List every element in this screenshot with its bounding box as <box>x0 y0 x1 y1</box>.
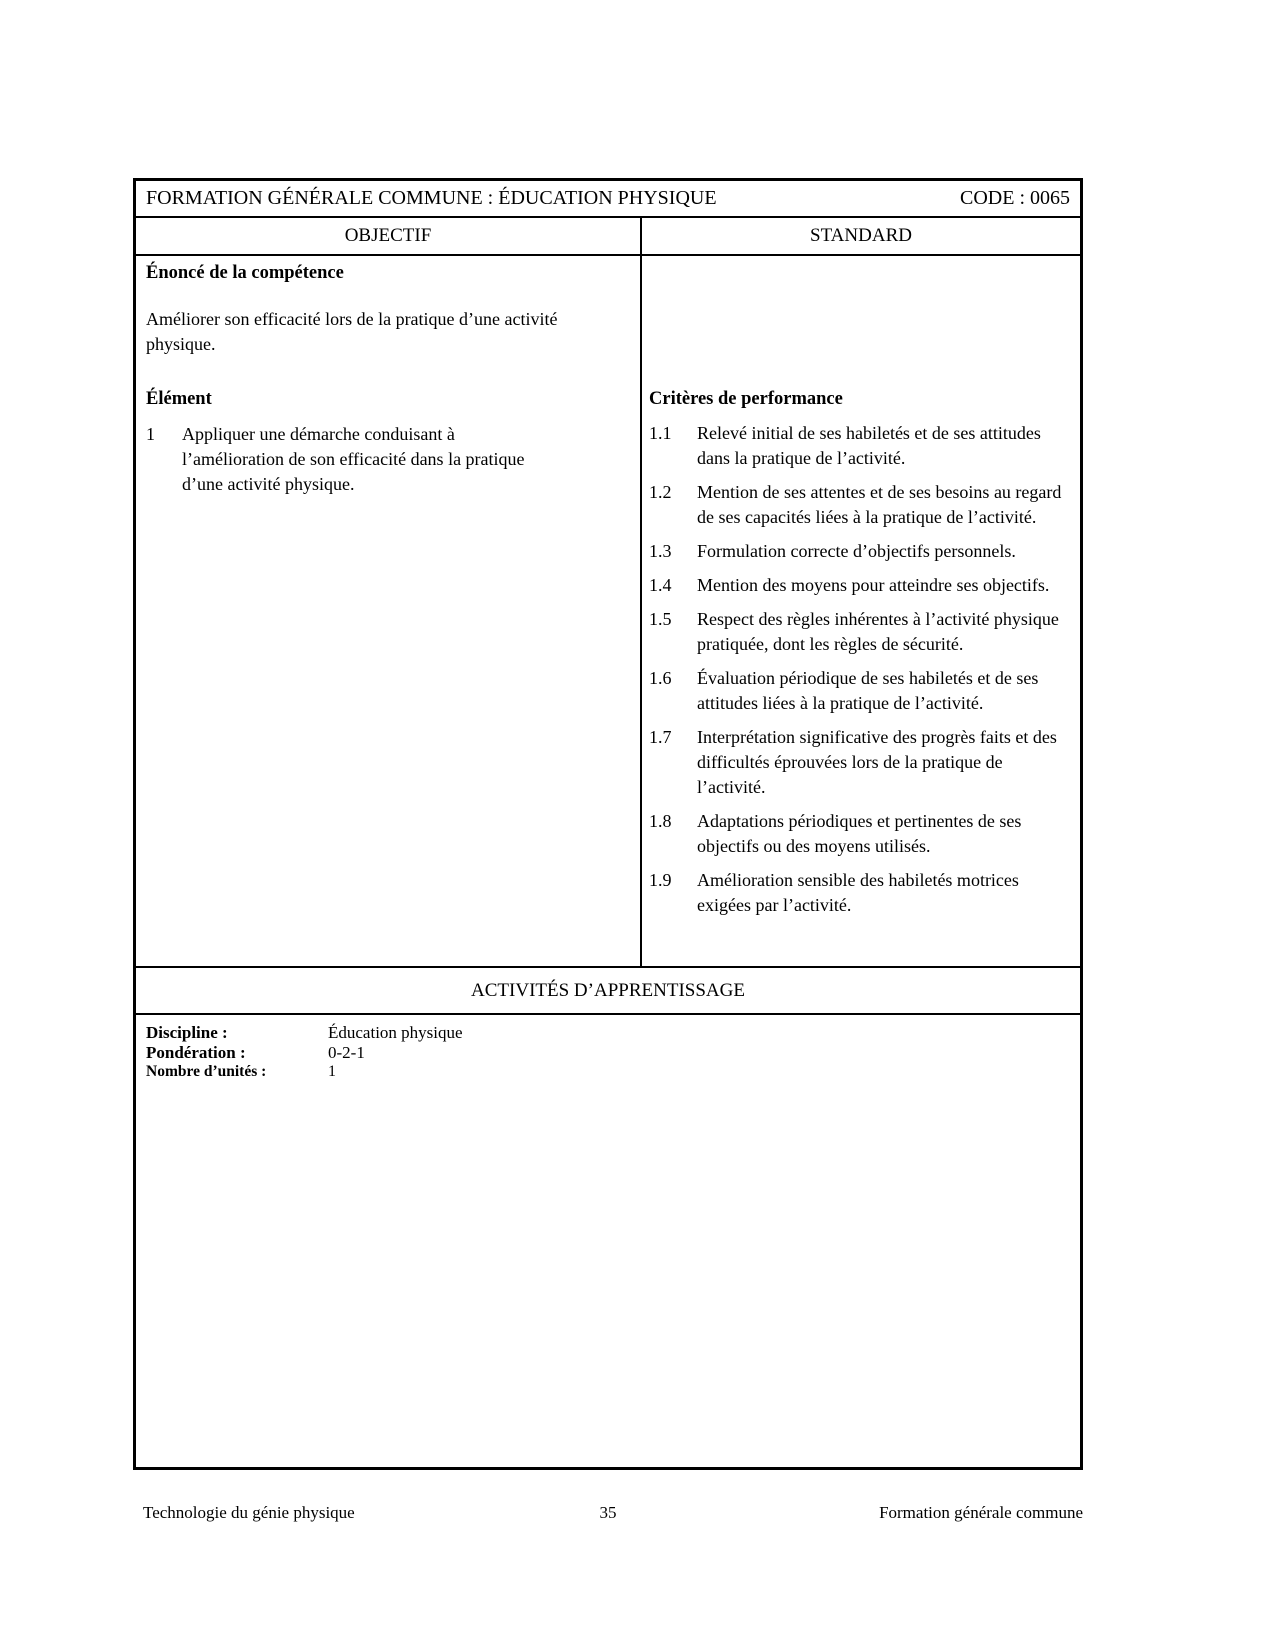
critere-number: 1.9 <box>649 870 672 890</box>
critere-text: Mention des moyens pour atteindre ses objectifs. <box>697 575 1050 595</box>
critere-item <box>649 539 1072 564</box>
criteres-heading: Critères de performance <box>649 389 843 409</box>
ponderation-value: 0-2-1 <box>328 1043 365 1062</box>
critere-item <box>649 725 1072 800</box>
critere-item <box>649 607 1072 657</box>
enonce-heading: Énoncé de la compétence <box>146 263 344 283</box>
unites-label: Nombre d’unités : <box>146 1063 267 1080</box>
critere-item <box>649 421 1072 471</box>
element-text: Appliquer une démarche conduisant à l’amélioration de son efficacité dans la pratique d’une activité physique. <box>182 424 525 494</box>
ponderation-row <box>146 1043 1080 1063</box>
critere-item <box>649 666 1072 716</box>
element-heading: Élément <box>146 389 212 409</box>
standard-cell <box>642 256 1080 966</box>
critere-text: Respect des règles inhérentes à l’activité physique pratiquée, dont les règles de sécurité. <box>697 609 1059 654</box>
critere-number: 1.6 <box>649 668 672 688</box>
table-title-row <box>136 181 1080 218</box>
critere-number: 1.1 <box>649 423 672 443</box>
critere-number: 1.5 <box>649 609 672 629</box>
page-footer <box>133 1503 1083 1523</box>
column-header-objectif: OBJECTIF <box>136 218 642 254</box>
unites-value: 1 <box>328 1063 336 1080</box>
critere-text: Amélioration sensible des habiletés motrices exigées par l’activité. <box>697 870 1019 915</box>
critere-item <box>649 809 1072 859</box>
critere-number: 1.8 <box>649 811 672 831</box>
course-description-table <box>133 178 1083 1470</box>
objectif-cell <box>136 256 642 966</box>
table-body-row <box>136 256 1080 968</box>
activites-detail-cell <box>136 1015 1080 1467</box>
discipline-row <box>146 1023 1080 1043</box>
activites-heading-row <box>136 968 1080 1015</box>
critere-number: 1.2 <box>649 482 672 502</box>
table-title: FORMATION GÉNÉRALE COMMUNE : ÉDUCATION PHYSIQUE <box>146 187 717 209</box>
unites-row <box>146 1063 1080 1081</box>
critere-item <box>649 868 1072 918</box>
critere-number: 1.3 <box>649 541 672 561</box>
enonce-text: Améliorer son efficacité lors de la pratique d’une activité physique. <box>146 309 558 354</box>
column-header-row <box>136 218 1080 256</box>
critere-text: Formulation correcte d’objectifs personnels. <box>697 541 1016 561</box>
footer-section-name: Formation générale commune <box>879 1503 1083 1522</box>
footer-program-name: Technologie du génie physique <box>143 1503 355 1522</box>
critere-item <box>649 480 1072 530</box>
critere-text: Adaptations périodiques et pertinentes de ses objectifs ou des moyens utilisés. <box>697 811 1022 856</box>
critere-number: 1.7 <box>649 727 672 747</box>
critere-number: 1.4 <box>649 575 672 595</box>
critere-text: Interprétation significative des progrès faits et des difficultés éprouvées lors de la pratique de l’activité. <box>697 727 1057 797</box>
critere-text: Relevé initial de ses habiletés et de ses attitudes dans la pratique de l’activité. <box>697 423 1041 468</box>
activites-heading: ACTIVITÉS D’APPRENTISSAGE <box>471 979 745 1001</box>
footer-page-number: 35 <box>599 1503 617 1522</box>
column-header-standard: STANDARD <box>810 225 912 246</box>
critere-text: Mention de ses attentes et de ses besoins au regard de ses capacités liées à la pratique de l’activité. <box>697 482 1062 527</box>
critere-item <box>649 573 1072 598</box>
course-code: CODE : 0065 <box>960 187 1070 209</box>
element-item <box>146 422 630 497</box>
discipline-value: Éducation physique <box>328 1023 463 1042</box>
ponderation-label: Pondération : <box>146 1043 246 1062</box>
critere-text: Évaluation périodique de ses habiletés et de ses attitudes liées à la pratique de l’activité. <box>697 668 1039 713</box>
discipline-label: Discipline : <box>146 1023 228 1042</box>
element-number: 1 <box>146 424 155 444</box>
